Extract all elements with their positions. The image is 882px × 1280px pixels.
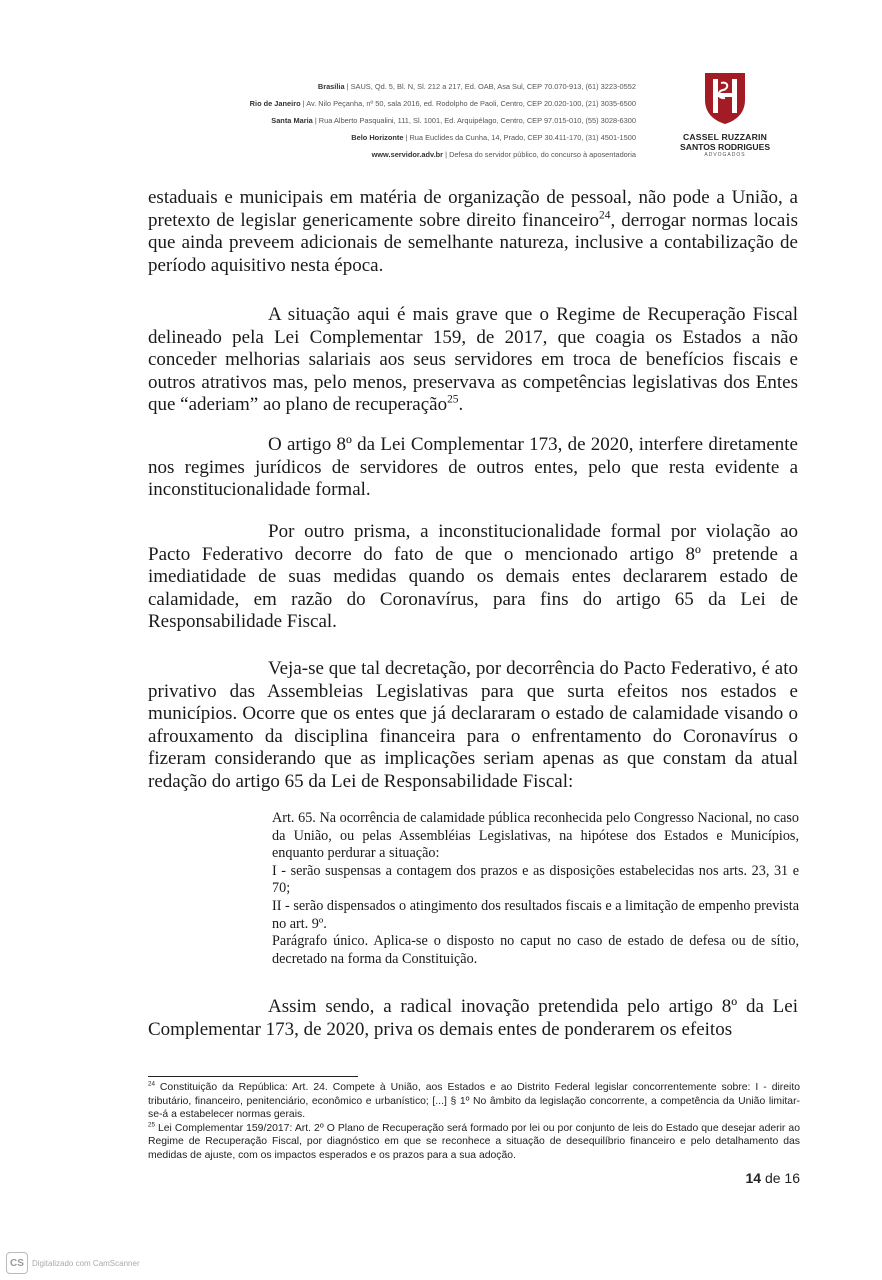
address-line-brasilia: Brasília | SAUS, Qd. 5, Bl. N, Sl. 212 a 217, Ed. OAB, Asa Sul, CEP 70.070-913, (61) 3223-0552 — [317, 82, 636, 91]
address-line-bh: Belo Horizonte | Rua Euclides da Cunha, 14, Prado, CEP 30.411-170, (31) 4501-1500 — [351, 133, 636, 142]
logo-line-2: SANTOS RODRIGUES — [680, 142, 771, 152]
footnote-25: $^{25}$ Lei Complementar 159/2017: Art. 2º O Plano de Recuperação será formado por lei ou por conjunto de leis do Estado que desejar aderir ao Regime de Recuperação Fiscal, por diagnóstico em que se reconhece a situação de desequilíbrio financeiro e pelo detalhamento das medidas de ajuste, com os impactos esperados e os prazos para a sua adoção. — [148, 1121, 800, 1161]
paragraph-6: Assim sendo, a radical inovação pretendida pelo artigo 8º da Lei Complementar 173, de 2020, priva os demais entes de ponderarem os efeitos — [148, 996, 798, 1040]
quote-line-1: Art. 65. Na ocorrência de calamidade pública reconhecida pelo Congresso Nacional, no caso da União, ou pelas Assembléias Legislativas, na hipótese dos Estados e Municípios, enquanto perdurar a situação: — [272, 810, 799, 862]
legal-quote — [272, 810, 799, 968]
logo-line-1: CASSEL RUZZARIN — [682, 132, 767, 142]
paragraph-3: O artigo 8º da Lei Complementar 173, de 2020, interfere diretamente nos regimes jurídicos de servidores de outros entes, pelo que resta evidente a inconstitucionalidade formal. — [148, 434, 798, 500]
paragraph-5: Veja-se que tal decretação, por decorrência do Pacto Federativo, é ato privativo das Assembleias Legislativas para que surta efeitos nos estados e municípios. Ocorre que os entes que já declararam o estado de calamidade visando o afrouxamento da disciplina financeira para o enfrentamento do Coronavírus o fizeram considerando que as implicações seriam apenas as que constam da atual redação do artigo 65 da Lei de Responsabilidade Fiscal: — [148, 658, 798, 792]
quote-line-2: I - serão suspensas a contagem dos prazos e as disposições estabelecidas nos arts. 23, 31 e 70; — [272, 862, 799, 897]
footnote-ref-25[interactable]: 25 — [447, 393, 459, 406]
address-line-santa-maria: Santa Maria | Rua Alberto Pasqualini, 111, Sl. 1001, Ed. Arquipélago, Centro, CEP 97.015-010, (55) 3028-6300 — [271, 116, 636, 125]
footnote-divider — [148, 1076, 358, 1077]
scanner-watermark — [6, 1252, 140, 1274]
footnotes — [148, 1081, 800, 1162]
quote-line-4: Parágrafo único. Aplica-se o disposto no caput no caso de estado de defesa ou de sítio, decretado na forma da Constituição. — [272, 933, 799, 967]
page-number: 14 de 16 — [745, 1170, 800, 1186]
footnote-24: $^{24}$ Constituição da República: Art. 24. Compete à União, aos Estados e ao Distrito Federal legislar concorrentemente sobre: I - direito tributário, financeiro, penitenciário, econômico e urbanístico; [...] § 1º No âmbito da legislação concorrente, a competência da União limitar-se-á a estabelecer normas gerais. — [148, 1080, 800, 1120]
paragraph-2: A situação aqui é mais grave que o Regime de Recuperação Fiscal delineado pela Lei Complementar 159, de 2017, que coagia os Estados a não conceder melhorias salariais aos seus servidores em troca de benefícios fiscais e outros atrativos mas, pelo menos, preservava as competências legislativas dos Entes que “aderiam” ao plano de recuperação$^{25}$. — [148, 304, 798, 415]
camscanner-icon: CS — [6, 1252, 28, 1274]
firm-logo — [680, 70, 770, 158]
cassel-ruzzarin-shield-logo-icon — [702, 70, 748, 126]
quote-line-3: II - serão dispensados o atingimento dos resultados fiscais e a limitação de empenho prevista no art. 9º. — [272, 897, 799, 932]
letterhead-addresses — [116, 78, 636, 163]
address-line-website: www.servidor.adv.br | Defesa do servidor público, do concurso à aposentadoria — [371, 150, 636, 159]
paragraph-1: estaduais e municipais em matéria de organização de pessoal, não pode a União, a pretexto de legislar genericamente sobre direito financeiro$^{24}$, derrogar normas locais que ainda preveem adicionais de semelhante natureza, inclusive a contabilização de período aquisitivo nesta época. — [148, 187, 798, 276]
footnote-ref-24[interactable]: 24 — [599, 209, 611, 222]
scanner-text: Digitalizado com CamScanner — [32, 1258, 140, 1268]
address-line-rio: Rio de Janeiro | Av. Nilo Peçanha, nº 50, sala 2016, ed. Rodolpho de Paoli, Centro, CEP 20.020-100, (21) 3035-6500 — [249, 99, 636, 108]
paragraph-4: Por outro prisma, a inconstitucionalidade formal por violação ao Pacto Federativo decorre do fato de que o mencionado artigo 8º pretende a imediatidade de suas medidas quando os demais entes declararem estado de calamidade, em razão do Coronavírus, para fins do artigo 65 da Lei de Responsabilidade Fiscal. — [148, 521, 798, 632]
logo-line-3: ADVOGADOS — [704, 152, 746, 158]
